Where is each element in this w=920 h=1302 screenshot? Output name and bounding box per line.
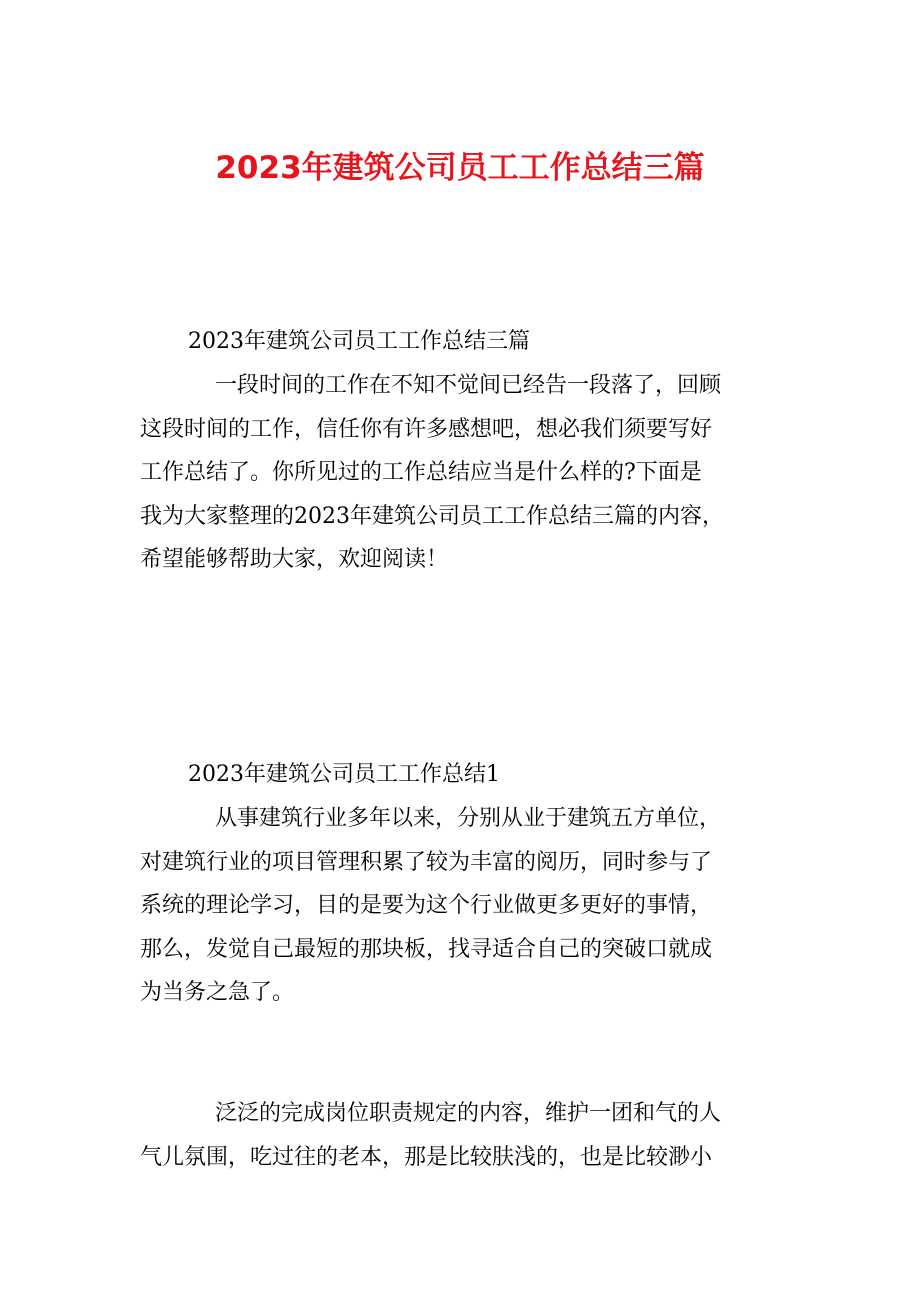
paragraph-line: 系统的理论学习，目的是要为这个行业做更多更好的事情，	[140, 893, 713, 918]
paragraph-line: 为当务之急了。	[140, 980, 295, 1005]
section-heading: 2023年建筑公司员工工作总结1	[188, 762, 500, 787]
page-title: 2023年建筑公司员工工作总结三篇	[215, 150, 705, 186]
intro-line: 希望能够帮助大家，欢迎阅读！	[140, 547, 449, 572]
paragraph-line: 气儿氛围，吃过往的老本，那是比较肤浅的，也是比较渺小	[140, 1144, 713, 1170]
paragraph-line: 泛泛的完成岗位职责规定的内容，维护一团和气的人	[215, 1101, 722, 1126]
intro-line: 这段时间的工作，信任你有许多感想吧，想必我们须要写好	[140, 416, 713, 442]
intro-line: 我为大家整理的2023年建筑公司员工工作总结三篇的内容，	[140, 503, 724, 529]
section-paragraph	[140, 1092, 790, 1179]
paragraph-line: 那么，发觉自己最短的那块板，找寻适合自己的突破口就成	[140, 936, 713, 962]
intro-paragraph	[140, 364, 790, 582]
intro-line: 工作总结了。你所见过的工作总结应当是什么样的?下面是	[140, 460, 702, 485]
section-paragraph	[140, 797, 790, 1015]
paragraph-line: 从事建筑行业多年以来，分别从业于建筑五方单位，	[215, 806, 722, 831]
paragraph-line: 对建筑行业的项目管理积累了较为丰富的阅历，同时参与了	[140, 849, 713, 875]
document-subtitle: 2023年建筑公司员工工作总结三篇	[188, 329, 530, 354]
intro-line: 一段时间的工作在不知不觉间已经告一段落了，回顾	[215, 373, 722, 398]
